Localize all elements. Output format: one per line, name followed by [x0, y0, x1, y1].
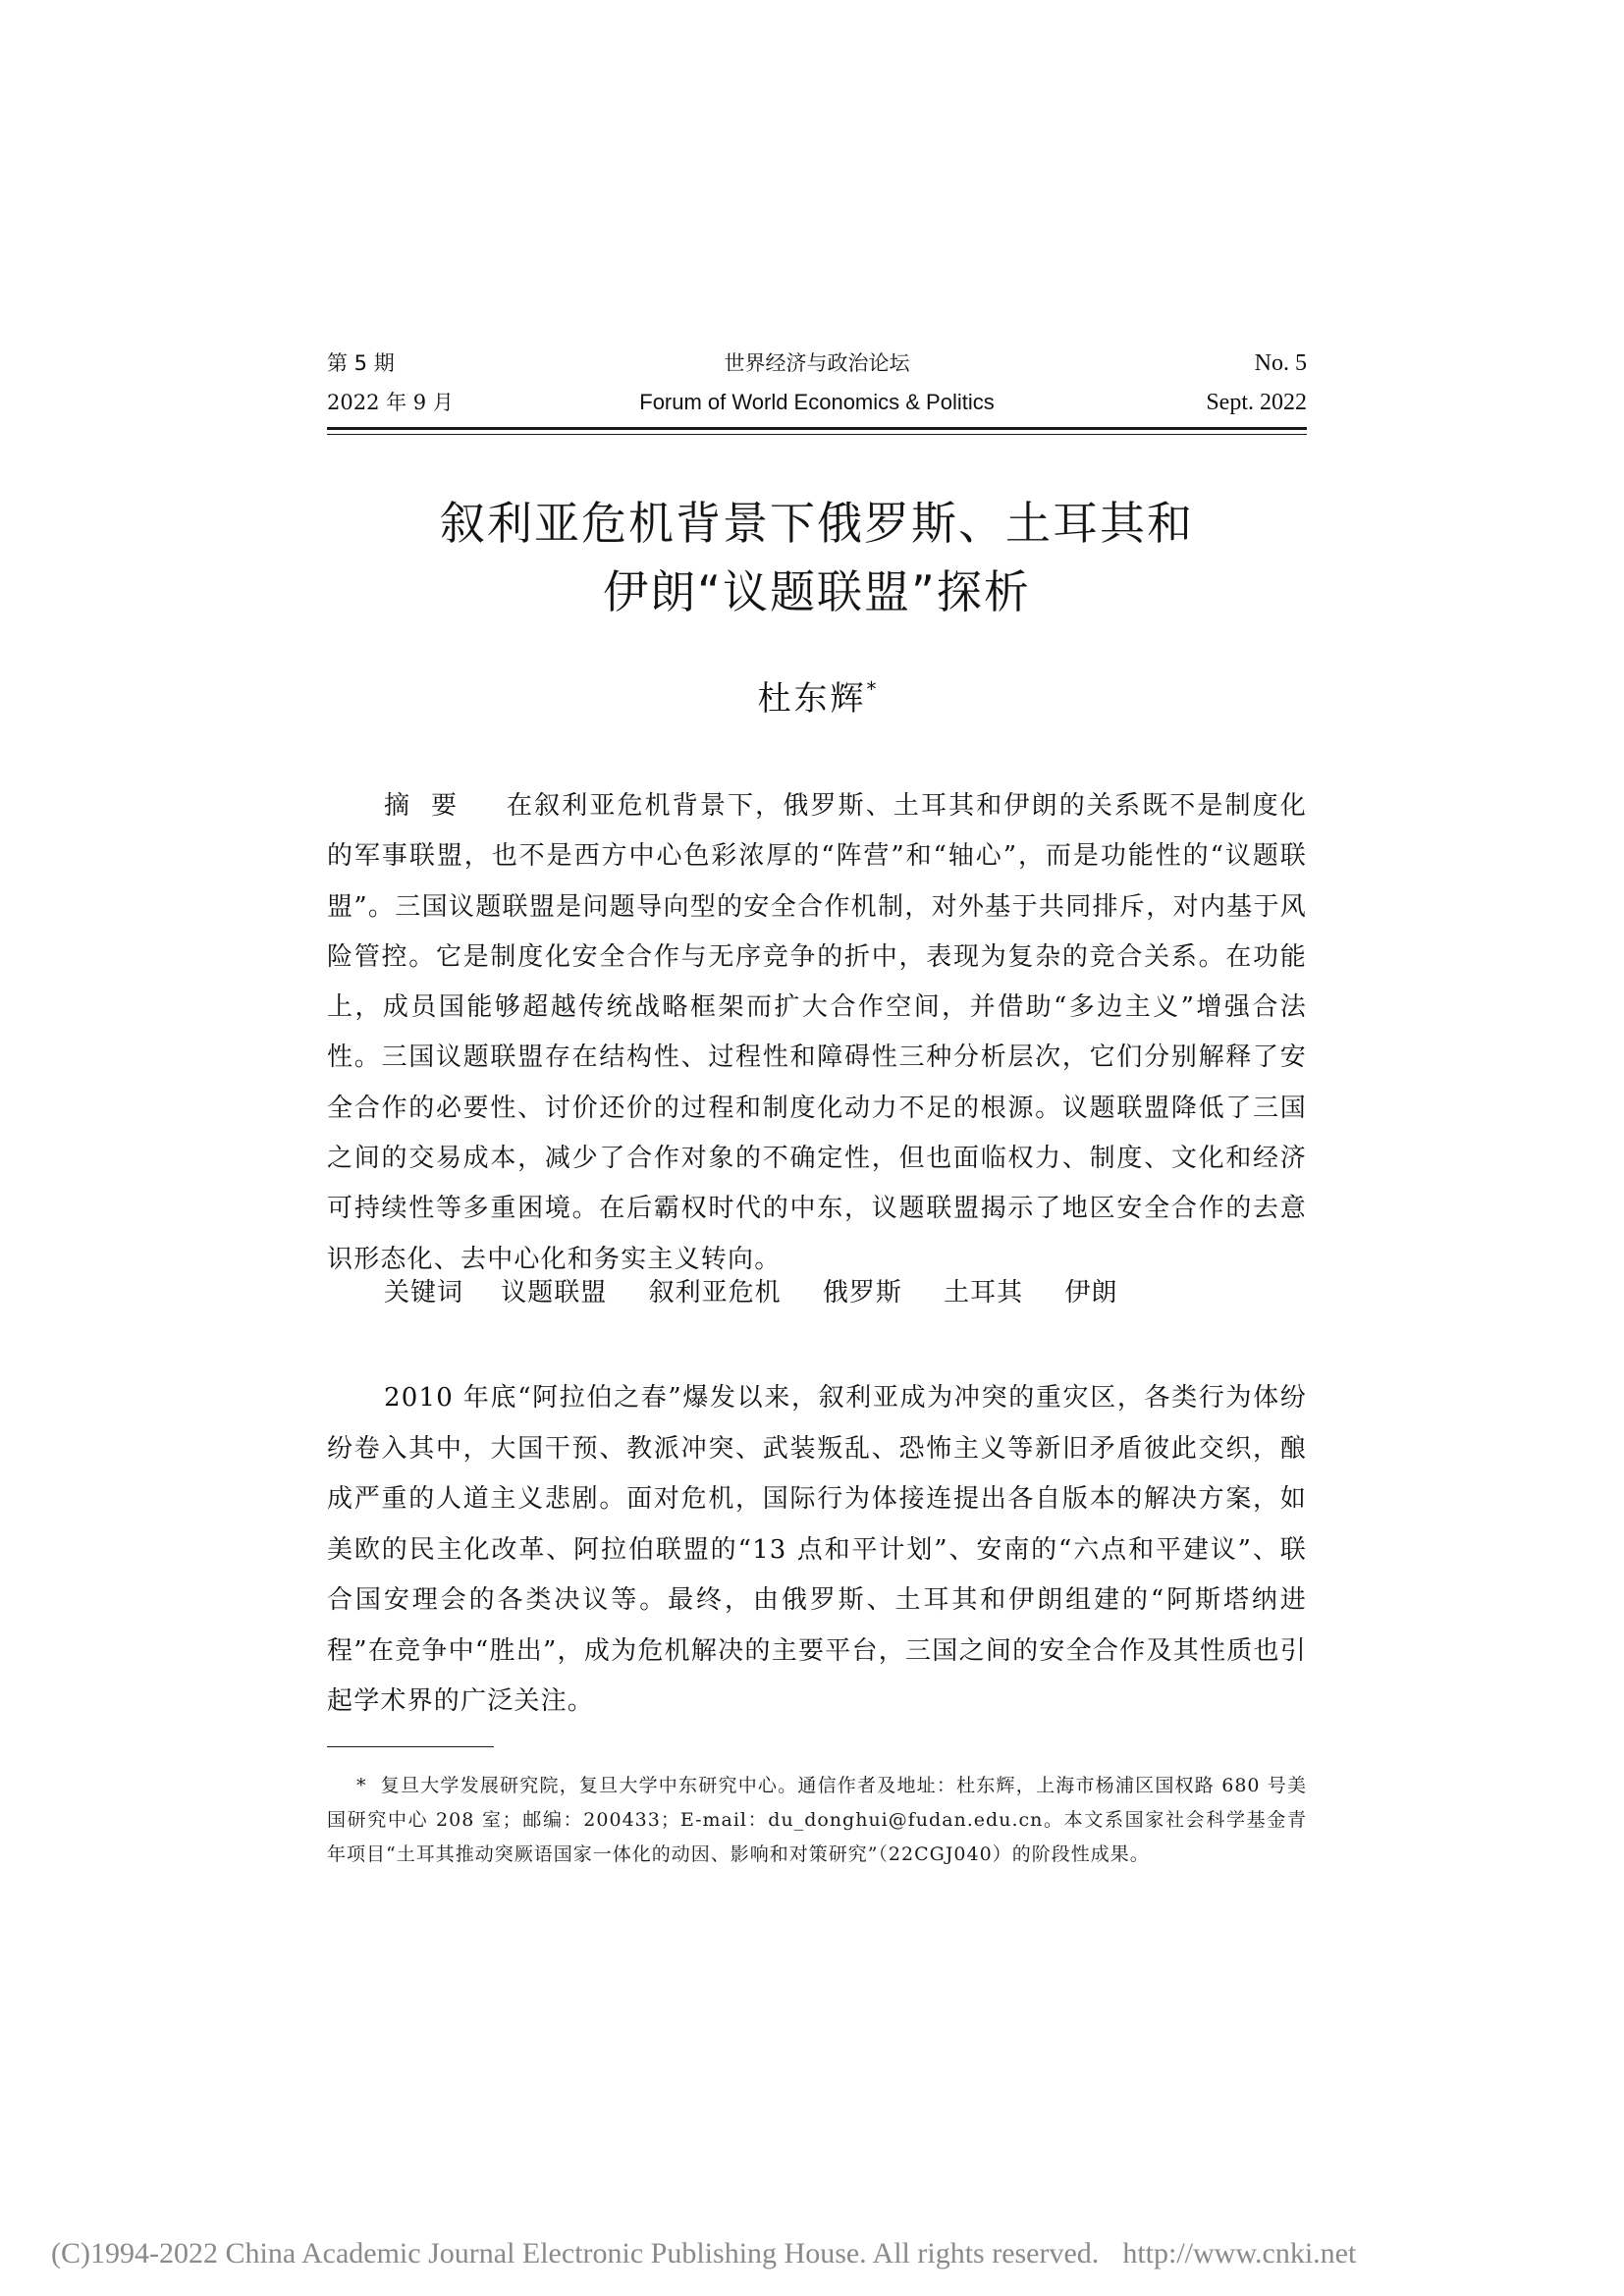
abstract-text: 在叙利亚危机背景下，俄罗斯、土耳其和伊朗的关系既不是制度化的军事联盟，也不是西方中心色彩浓厚的“阵营”和“轴心”，而是功能性的“议题联盟”。三国议题联盟是问题导向型的安全合作机制，对外基于共同排斥，对内基于风险管控。它是制度化安全合作与无序竞争的折中，表现为复杂的竞合关系。在功能上，成员国能够超越传统战略框架而扩大合作空间，并借助“多边主义”增强合法性。三国议题联盟存在结构性、过程性和障碍性三种分析层次，它们分别解释了安全合作的必要性、讨价还价的过程和制度化动力不足的根源。议题联盟降低了三国之间的交易成本，减少了合作对象的不确定性，但也面临权力、制度、文化和经济可持续性等多重困境。在后霸权时代的中东，议题联盟揭示了地区安全合作的去意识形态化、去中心化和务实主义转向。 [327, 791, 1307, 1274]
keyword: 议题联盟 [501, 1278, 608, 1308]
keywords [384, 1273, 1307, 1312]
header-rule-thick [327, 427, 1307, 430]
issue-number-cn: 第 5 期 [327, 351, 395, 375]
journal-title-en: Forum of World Economics & Politics [639, 390, 995, 414]
footnote-text: 复旦大学发展研究院，复旦大学中东研究中心。通信作者及地址：杜东辉，上海市杨浦区国权路 680 号美国研究中心 208 室；邮编：200433；E-mail：du_donghui@fudan.edu.cn。本文系国家社会科学基金青年项目“土耳其推动突厥语国家一体化的动因、影响和对策研究”（22CGJ040）的阶段性成果。 [327, 1775, 1307, 1865]
author-footnote-mark: * [866, 677, 877, 701]
keyword: 叙利亚危机 [648, 1278, 782, 1308]
keyword: 土耳其 [944, 1278, 1024, 1308]
keyword: 俄罗斯 [822, 1278, 902, 1308]
footnote-mark: * [356, 1775, 367, 1796]
keywords-label: 关键词 [384, 1278, 464, 1308]
author-byline [327, 667, 1307, 721]
running-header [327, 346, 1307, 440]
keyword: 伊朗 [1064, 1278, 1118, 1308]
footnote-separator [327, 1746, 494, 1747]
article-title [327, 489, 1307, 626]
abstract [327, 781, 1307, 1285]
issue-number-en: No. 5 [1254, 350, 1307, 376]
body-paragraph: 2010 年底“阿拉伯之春”爆发以来，叙利亚成为冲突的重灾区，各类行为体纷纷卷入其中，大国干预、教派冲突、武装叛乱、恐怖主义等新旧矛盾彼此交织，酿成严重的人道主义悲剧。面对危机，国际行为体接连提出各自版本的解决方案，如美欧的民主化改革、阿拉伯联盟的“13 点和平计划”、安南的“六点和平建议”、联合国安理会的各类决议等。最终，由俄罗斯、土耳其和伊朗组建的“阿斯塔纳进程”在竞争中“胜出”，成为危机解决的主要平台，三国之间的安全合作及其性质也引起学术界的广泛关注。 [327, 1383, 1307, 1716]
copyright-text: (C)1994-2022 China Academic Journal Electronic Publishing House. All rights reserved. [51, 2237, 1100, 2269]
copyright-notice [51, 2236, 1583, 2271]
issue-date-cn: 2022 年 9 月 [327, 391, 454, 414]
issue-date-en: Sept. 2022 [1206, 390, 1307, 415]
journal-title-cn: 世界经济与政治论坛 [724, 351, 910, 375]
footnote [327, 1769, 1307, 1872]
article-title-line-1: 叙利亚危机背景下俄罗斯、土耳其和 [440, 497, 1194, 550]
article-title-line-2: 伊朗“议题联盟”探析 [603, 565, 1031, 618]
author-name: 杜东辉 [757, 679, 867, 719]
header-rule-thin [327, 434, 1307, 435]
publisher-url: http://www.cnki.net [1122, 2237, 1357, 2269]
abstract-label: 摘要 [384, 791, 479, 821]
